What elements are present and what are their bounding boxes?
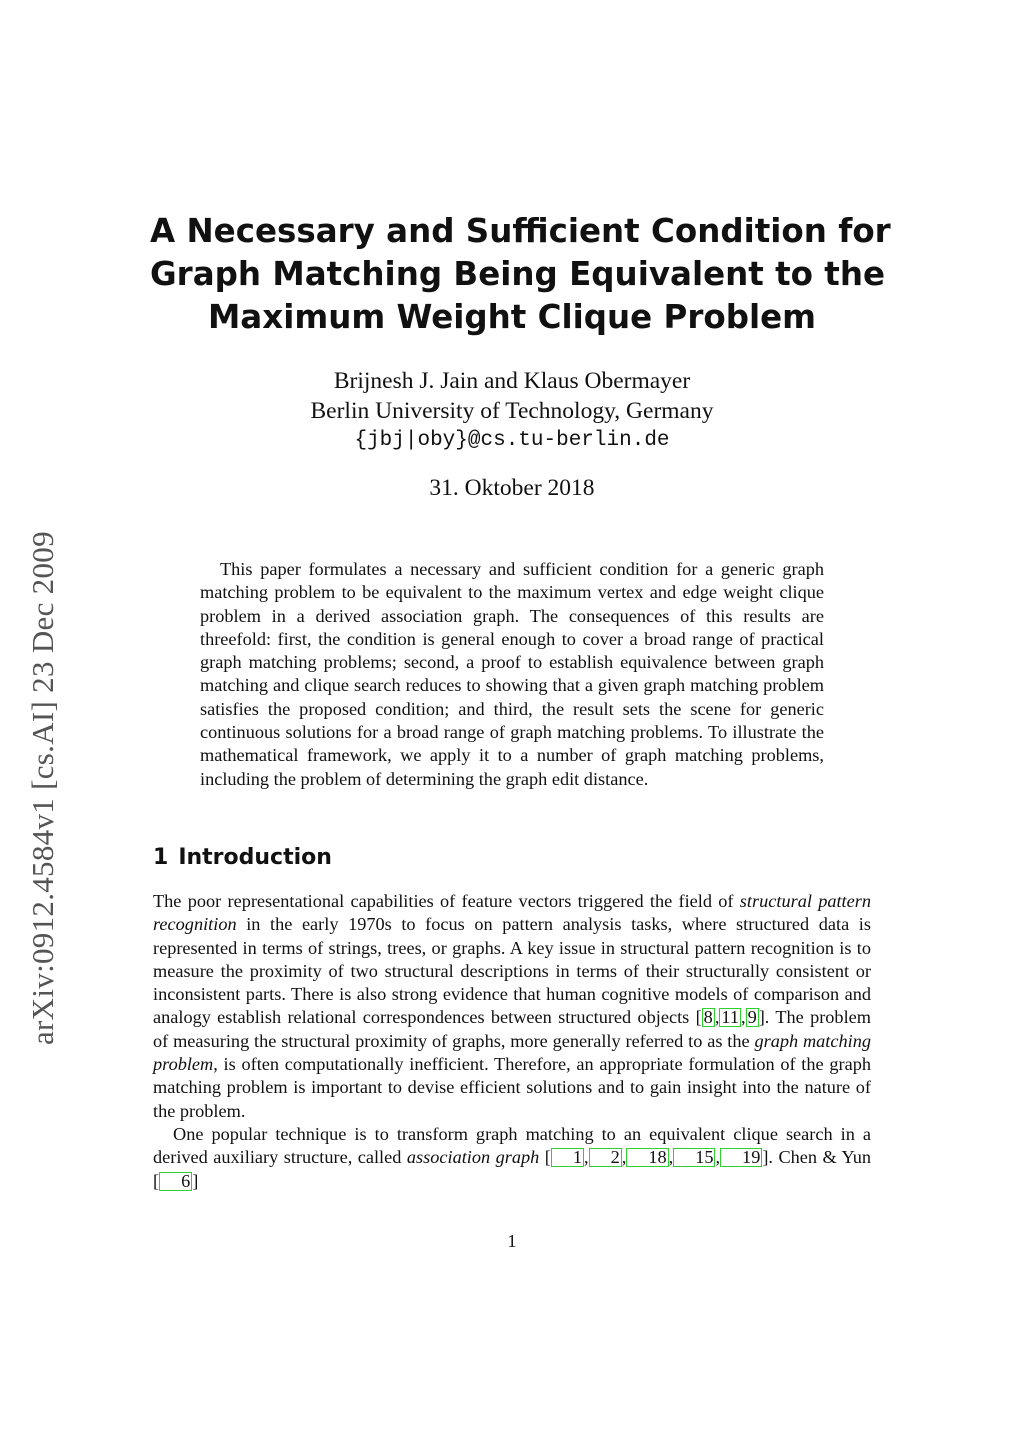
author-names: Brijnesh J. Jain and Klaus Obermayer: [333, 368, 691, 394]
section-heading: [153, 845, 332, 870]
arxiv-sidebar-stamp: arXiv:0912.4584v1 [cs.AI] 23 Dec 2009: [25, 531, 60, 1045]
intro-paragraph-2: [153, 1123, 871, 1193]
section-title: Introduction: [178, 845, 332, 870]
citation-link[interactable]: 1: [551, 1148, 584, 1167]
author-email: {jbj|oby}@cs.tu-berlin.de: [354, 429, 670, 452]
emphasis: structural pattern recognition: [153, 891, 872, 935]
page-number: 1: [507, 1231, 517, 1251]
text-run: One popular technique is to transform graph matching to an equivalent clique search in a derived auxiliary structure, called: [153, 1123, 871, 1168]
title-line-3: Maximum Weight Clique Problem: [207, 298, 817, 336]
title-line-1: A Necessary and Sufficient Condition for: [150, 212, 891, 250]
section-number: 1: [153, 845, 169, 870]
paper-date: 31. Oktober 2018: [429, 475, 595, 501]
text-run: ,: [621, 1147, 627, 1168]
citation-link[interactable]: 2: [589, 1148, 622, 1167]
citation-link[interactable]: 11: [721, 1007, 739, 1028]
author-block: [150, 366, 874, 456]
citation-link[interactable]: 8: [703, 1007, 713, 1028]
citation-link[interactable]: 19: [720, 1148, 762, 1167]
intro-paragraph-1: [153, 890, 871, 1123]
text-run: ]. The problem of measuring the structural proximity of graphs, more generally referred to as the: [153, 1007, 871, 1051]
text-run: ,: [741, 1007, 746, 1028]
abstract: This paper formulates a necessary and sufficient condition for a generic graph matching problem to be equivalent to the maximum vertex and edge weight clique problem in a derived association graph. The consequences of this results are threefold: first, the condition is general enough to cover a broad range of practical graph matching problems; second, a proof to establish equivalence between graph matching and clique search reduces to showing that a given graph matching problem satisfies the proposed condition; and third, the result sets the scene for generic continuous solutions for a broad range of graph matching problems. To illustrate the mathematical framework, we apply it to a number of graph matching problems, including the problem of determining the graph edit distance.: [200, 559, 824, 789]
text-run: ]. Chen & Yun [: [153, 1147, 871, 1191]
title-line-2: Graph Matching Being Equivalent to the: [150, 255, 886, 293]
emphasis: graph matching problem: [153, 1030, 871, 1075]
citation-link[interactable]: 15: [673, 1148, 715, 1167]
citation-link[interactable]: 18: [626, 1148, 668, 1167]
text-run: , is often computationally inefficient. Therefore, an appropriate formulation of the graph matching problem is important to devise efficient solutions and to gain insight into the nature of the problem.: [153, 1054, 871, 1121]
introduction-body: [153, 890, 871, 1193]
text-run: ,: [668, 1147, 674, 1168]
text-run: ]: [192, 1170, 199, 1191]
text-run: in the early 1970s to focus on pattern analysis tasks, where structured data is represented in terms of strings, trees, or graphs. A key issue in structural pattern recognition is to measure the proximity of two structural descriptions in terms of their structurally consistent or inconsistent parts. There is also strong evidence that human cognitive models of comparison and analogy establish relational correspondences between structured objects [: [153, 914, 871, 1028]
text-run: [: [539, 1147, 551, 1168]
text-run: The poor representational capabilities of feature vectors triggered the field of: [153, 891, 740, 911]
citation-link[interactable]: 9: [747, 1007, 757, 1028]
text-run: ,: [584, 1147, 589, 1168]
text-run: ,: [715, 1147, 721, 1168]
paper-title: [150, 210, 891, 339]
emphasis: association graph: [406, 1147, 540, 1168]
text-run: ,: [714, 1007, 720, 1028]
citation-link[interactable]: 6: [159, 1172, 192, 1191]
author-affiliation: Berlin University of Technology, Germany: [310, 398, 714, 424]
